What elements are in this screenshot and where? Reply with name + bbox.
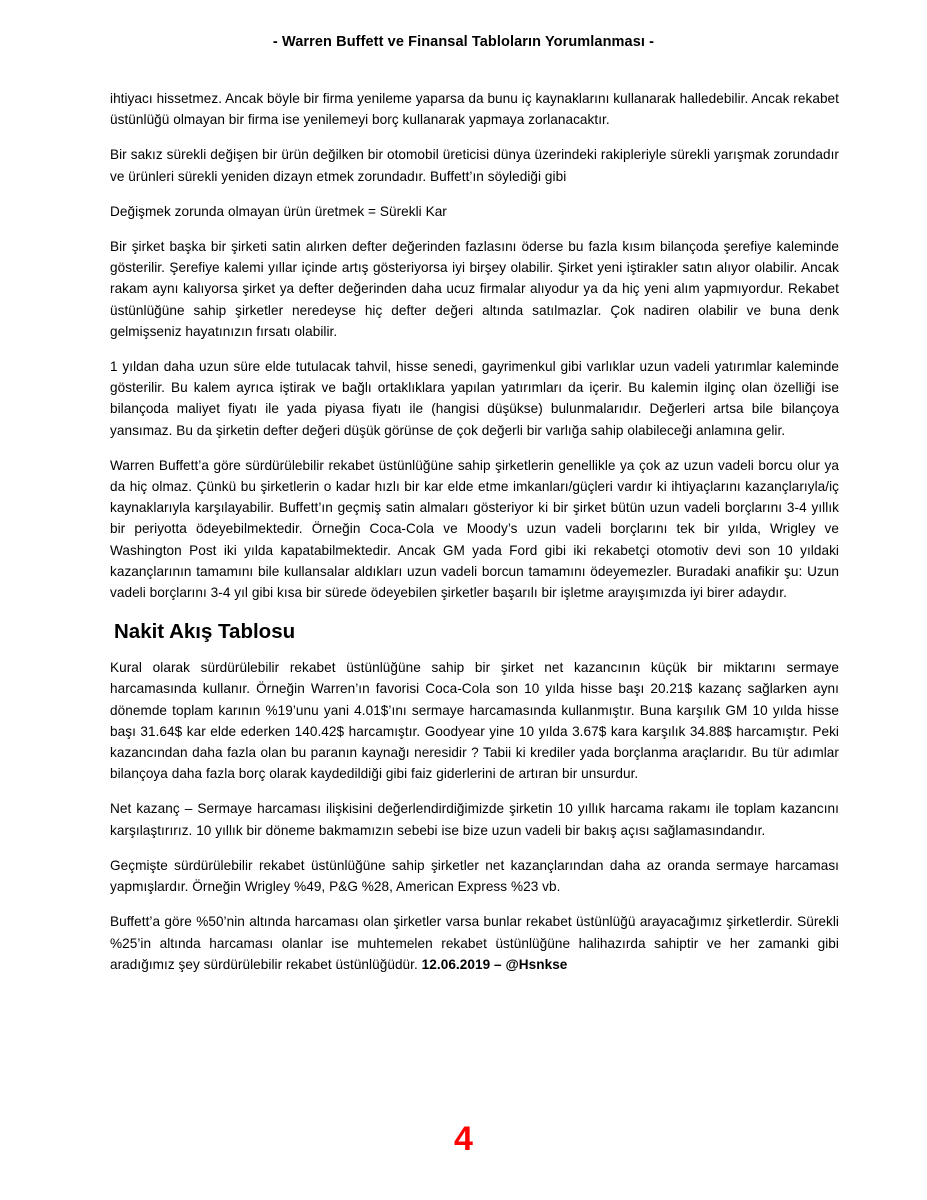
- paragraph-renewal: ihtiyacı hissetmez. Ancak böyle bir firma yenileme yaparsa da bunu iç kaynaklarını kullanarak halledebilir. Ancak rekabet üstünlüğü olmayan bir firma ise yenilemeyi borç kullanarak yapmaya zorlanacaktır.: [110, 91, 839, 128]
- paragraph-net-income-capex: Net kazanç – Sermaye harcaması ilişkisini değerlendirdiğimizde şirketin 10 yıllık harcama rakamı ile toplam kazancını karşılaştırırız. 10 yıllık bir döneme bakmamızın sebebi ise bize uzun vadeli bir bakış açısı sağlamasındandır.: [110, 801, 839, 838]
- document-body: [110, 88, 839, 989]
- paragraph-formula: Değişmek zorunda olmayan ürün üretmek = Sürekli Kar: [110, 203, 447, 219]
- closing-text: Buffett’a göre %50’nin altında harcaması olan şirketler varsa bunlar rekabet üstünlüğü arayacağımız şirketlerdir. Sürekli %25’in altında harcaması olanlar ise muhtemelen rekabet üstünlüğüne halihazırda sahiptir ve her zamanki gibi aradığımız şey sürdürülebilir rekabet üstünlüğüdür.: [110, 914, 839, 972]
- date-signature: 12.06.2019 – @Hsnkse: [421, 956, 568, 972]
- paragraph-gum-vs-auto: Bir sakız sürekli değişen bir ürün değilken bir otomobil üreticisi dünya üzerindeki rakipleriyle sürekli yarışmak zorundadır ve ürünleri sürekli yeniden dizayn etmek zorundadır. Buffett’ın söylediği gibi: [110, 147, 839, 184]
- page-number: 4: [454, 1120, 473, 1158]
- paragraph-closing: [110, 911, 839, 975]
- section-heading-cash-flow: Nakit Akış Tablosu: [114, 620, 296, 644]
- paragraph-long-term-investments: 1 yıldan daha uzun süre elde tutulacak tahvil, hisse senedi, gayrimenkul gibi varlıklar uzun vadeli yatırımlar kaleminde gösterilir. Bu kalem ayrıca iştirak ve bağlı ortaklıklara yapılan yatırımları da içerir. Bu kalemin ilginç olan özelliği ise bilançoda maliyet fiyatı ile yada piyasa fiyatı ile (hangisi düşükse) bulunmalarıdır. Değerleri artsa bile bilançoya yansımaz. Bu da şirketin defter değeri düşük görünse de çok değerli bir varlığa sahip olabileceği anlamına gelir.: [110, 359, 839, 438]
- paragraph-capex-examples: Geçmişte sürdürülebilir rekabet üstünlüğüne sahip şirketler net kazançlarından daha az oranda sermaye harcaması yapmışlardır. Örneğin Wrigley %49, P&G %28, American Express %23 vb.: [110, 857, 839, 895]
- paragraph-capex: Kural olarak sürdürülebilir rekabet üstünlüğüne sahip bir şirket net kazancının küçük bir miktarını sermaye harcamasında kullanır. Örneğin Warren’ın favorisi Coca-Cola son 10 yılda hisse başı 20.21$ kazanç sağlarken aynı dönemde toplam karının %19’unu yani 4.01$’ını sermaye harcamasında kullanmıştır. Buna karşılık GM 10 yılda hisse başı 31.64$ kar elde ederken 140.42$ harcamıştır. Goodyear yine 10 yılda 3.67$ kara karşılık 34.88$ harcamıştır. Peki kazancından daha fazla olan bu paranın kaynağı neresidir ? Tabii ki krediler yada borçlanma araçlarıdır. Bu tür adımlar bilançoya daha fazla borç olarak kaydedildiği gibi faiz giderlerini de artıran bir unsurdur.: [110, 660, 839, 782]
- paragraph-long-term-debt: Warren Buffett’a göre sürdürülebilir rekabet üstünlüğüne sahip şirketlerin genellikle ya çok az uzun vadeli borcu olur ya da hiç olmaz. Çünkü bu şirketlerin o kadar hızlı bir kar elde etme imkanları/güçleri vardır ki ihtiyaçlarını kazançlarıyla/iç kaynaklarıyla karşılayabilir. Buffett’ın geçmiş satin almaları gösteriyor ki bir şirket bütün uzun vadeli borçlarını 3-4 yıllık bir periyotta ödeyebilmektedir. Örneğin Coca-Cola ve Moody’s uzun vadeli borçlarını tek bir yılda, Wrigley ve Washington Post iki yılda kapatabilmektedir. Ancak GM yada Ford gibi iki rekabetçi otomotiv devi son 10 yıldaki kazançlarının tamamını bile kullansalar aldıkları uzun vadeli borcun tamamını ödeyemezler. Buradaki anafikir şu: Uzun vadeli borçlarını 3-4 yıl gibi kısa bir sürede ödeyebilen şirketler başarılı bir işletme arayışımızda iyi birer adaydır.: [110, 457, 839, 601]
- paragraph-goodwill: Bir şirket başka bir şirketi satin alırken defter değerinden fazlasını öderse bu fazla kısım bilançoda şerefiye kaleminde gösterilir. Şerefiye kalemi yıllar içinde artış gösteriyorsa iyi birşey olabilir. Şirket yeni iştirakler satın alıyor olabilir. Ancak rakam aynı kalıyorsa şirket ya defter değerinden daha ucuz firmalar alıyodur ya da hiç yeni alım yapmıyordur. Rekabet üstünlüğüne sahip şirketler neredeyse hiç defter değeri altında satılmazlar. Çok nadiren olabilir ve buna denk gelmişseniz hayatınızın fırsatı olabilir.: [110, 239, 839, 339]
- running-header: - Warren Buffett ve Finansal Tabloların Yorumlanması -: [272, 34, 655, 50]
